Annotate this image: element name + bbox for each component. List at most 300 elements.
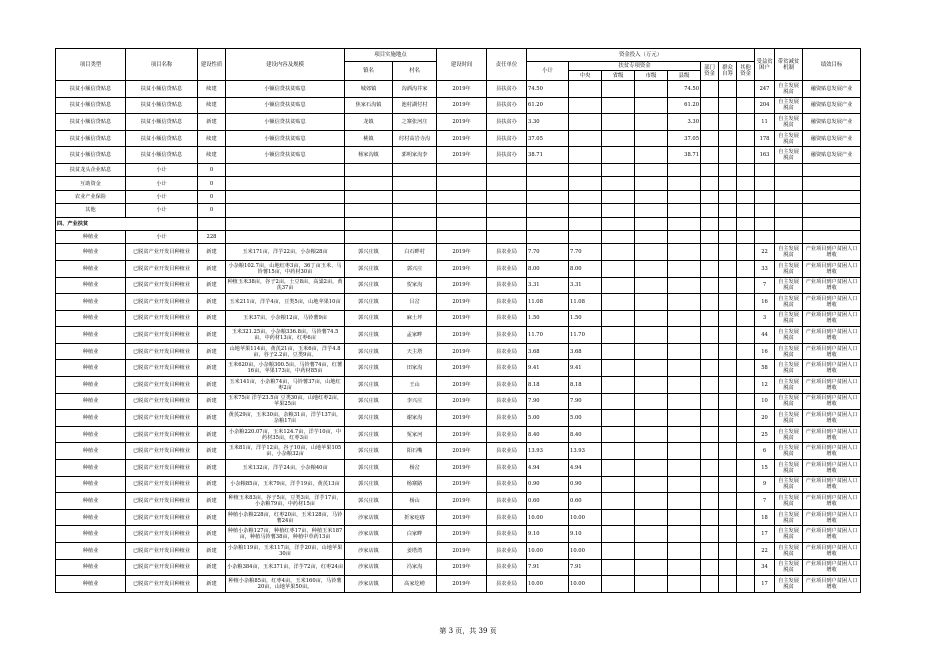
table-cell: 7.91 (527, 559, 569, 576)
table-cell: 县扶贫办 (487, 130, 527, 147)
table-cell: 玉米81亩，洋芋12亩，谷子10亩，山地苹果105亩，小杂粮32亩 (226, 443, 345, 460)
table-cell (602, 443, 635, 460)
table-cell (602, 244, 635, 261)
table-cell: 16 (755, 343, 775, 360)
table-cell (701, 81, 719, 98)
table-cell (602, 343, 635, 360)
table-cell (602, 360, 635, 377)
table-cell: 已脱贫产业开发目种植业 (126, 543, 198, 560)
table-cell (737, 576, 755, 593)
table-cell (668, 204, 701, 217)
table-cell (635, 426, 668, 443)
table-cell: 2019年 (437, 277, 487, 294)
table-cell (635, 147, 668, 164)
table-cell: 天主塔 (393, 343, 437, 360)
table-cell (487, 177, 527, 190)
table-cell: 产业项目到户贫困人口增收 (803, 543, 861, 560)
table-cell: 县扶贫办 (487, 97, 527, 114)
table-cell (737, 230, 755, 243)
table-cell (737, 476, 755, 493)
table-cell: 种植业 (56, 377, 126, 394)
table-cell: 已脱贫产业开发目种植业 (126, 476, 198, 493)
header-type: 项目类型 (56, 49, 126, 81)
table-cell: 扶贫小额信贷贴息 (126, 81, 198, 98)
table-cell (668, 260, 701, 277)
table-cell (701, 230, 719, 243)
table-cell (226, 204, 345, 217)
table-cell: 3.68 (527, 343, 569, 360)
table-cell: 种植业 (56, 360, 126, 377)
table-row (56, 114, 861, 131)
table-cell (719, 493, 737, 510)
table-row (56, 526, 861, 543)
table-cell (487, 163, 527, 176)
table-cell (527, 204, 569, 217)
table-cell (701, 576, 719, 593)
table-cell (668, 576, 701, 593)
table-cell: 10.00 (527, 576, 569, 593)
table-cell (719, 217, 737, 230)
table-cell: 7 (755, 493, 775, 510)
table-cell: 自主发展脱贫 (775, 260, 803, 277)
table-cell: 新建 (198, 377, 226, 394)
table-cell: 自主发展脱贫 (775, 509, 803, 526)
table-cell: 自主发展脱贫 (775, 343, 803, 360)
table-cell (737, 360, 755, 377)
table-cell (635, 204, 668, 217)
table-cell: 郭兴庄 (393, 260, 437, 277)
table-cell: 2019年 (437, 493, 487, 510)
table-cell (602, 476, 635, 493)
table-row (56, 493, 861, 510)
table-cell: 61.20 (668, 97, 701, 114)
table-cell: 扶贫小额信贷贴息 (56, 114, 126, 131)
table-cell: 玉米75亩 洋芋23.5亩 豆类30亩。山地红枣2亩，苹果25亩 (226, 393, 345, 410)
table-cell: 种植业 (56, 310, 126, 327)
table-cell: 郭兴庄镇 (345, 294, 393, 311)
table-cell: 自主发展脱贫 (775, 377, 803, 394)
table-cell: 3 (755, 310, 775, 327)
table-cell: 沟酒沟井家 (393, 81, 437, 98)
table-cell (602, 576, 635, 593)
table-cell: 谢家沟 (393, 410, 437, 427)
table-cell: 之寨张河庄 (393, 114, 437, 131)
table-cell: 贺家沟 (393, 277, 437, 294)
table-cell: 178 (755, 130, 775, 147)
table-cell (602, 460, 635, 477)
table-cell (635, 294, 668, 311)
table-row (56, 360, 861, 377)
table-cell: 种植业 (56, 493, 126, 510)
table-cell (635, 377, 668, 394)
table-cell (635, 393, 668, 410)
table-cell: 自主发展脱贫 (775, 543, 803, 560)
table-cell (635, 130, 668, 147)
header-content: 建设内容及规模 (226, 49, 345, 81)
table-cell (775, 177, 803, 190)
table-cell: 种植业 (56, 543, 126, 560)
table-cell (487, 190, 527, 203)
table-cell: 自主发展脱贫 (775, 147, 803, 164)
table-cell: 0.60 (527, 493, 569, 510)
table-cell: 扶贫小额信贷贴息 (126, 147, 198, 164)
table-cell: 种植业 (56, 327, 126, 344)
table-cell (719, 81, 737, 98)
table-cell: 2019年 (437, 543, 487, 560)
table-cell (803, 204, 861, 217)
table-cell: 县扶贫办 (487, 81, 527, 98)
table-row (56, 204, 861, 217)
table-cell (437, 217, 487, 230)
table-cell (737, 177, 755, 190)
table-cell: 1.50 (527, 310, 569, 327)
table-cell: 自主发展脱贫 (775, 410, 803, 427)
table-cell: 续建 (198, 147, 226, 164)
table-cell (719, 177, 737, 190)
table-cell: 产业项目到户贫困人口增收 (803, 526, 861, 543)
table-cell (527, 230, 569, 243)
table-cell: 王山 (393, 377, 437, 394)
table-cell: 3.31 (527, 277, 569, 294)
table-cell: 郭兴庄镇 (345, 393, 393, 410)
table-cell: 自主发展脱贫 (775, 476, 803, 493)
table-cell (668, 277, 701, 294)
table-cell (635, 230, 668, 243)
table-cell: 8.18 (569, 377, 602, 394)
table-cell (737, 294, 755, 311)
table-cell: 247 (755, 81, 775, 98)
table-cell: 种植业 (56, 230, 126, 243)
table-cell (345, 177, 393, 190)
table-cell: 玉米620亩，小杂粮300.5亩，马铃薯74亩，红薯16亩，苹果173亩，中药材85亩 (226, 360, 345, 377)
table-cell (602, 543, 635, 560)
table-cell: 自主发展脱贫 (775, 97, 803, 114)
table-cell: 县农业局 (487, 559, 527, 576)
table-cell (737, 147, 755, 164)
table-cell (345, 217, 393, 230)
table-cell: 黄芪29亩，玉米30亩，杂粮31亩，洋芋137亩，杂粮17亩 (226, 410, 345, 427)
table-cell: 已脱贫产业开发目种植业 (126, 277, 198, 294)
table-cell (602, 97, 635, 114)
table-cell: 已脱贫产业开发目种植业 (126, 526, 198, 543)
table-cell (635, 509, 668, 526)
table-cell (198, 217, 226, 230)
table-cell: 0 (198, 190, 226, 203)
table-cell (393, 177, 437, 190)
table-cell: 1.50 (569, 310, 602, 327)
table-cell (668, 410, 701, 427)
table-cell: 产业项目到户贫困人口增收 (803, 343, 861, 360)
table-cell: 新建 (198, 493, 226, 510)
table-row (56, 230, 861, 243)
table-cell: 新建 (198, 476, 226, 493)
table-cell: 产业项目到户贫困人口增收 (803, 559, 861, 576)
table-cell (803, 217, 861, 230)
table-cell (635, 526, 668, 543)
table-cell: 9.41 (569, 360, 602, 377)
table-cell (487, 217, 527, 230)
table-cell: 8.40 (527, 426, 569, 443)
table-cell (635, 217, 668, 230)
table-cell: 58 (755, 360, 775, 377)
table-cell (701, 277, 719, 294)
table-cell (602, 327, 635, 344)
table-cell (602, 190, 635, 203)
table-cell: 3.30 (527, 114, 569, 131)
table-cell (437, 163, 487, 176)
table-cell: 34 (755, 559, 775, 576)
table-cell (737, 460, 755, 477)
table-cell: 已脱贫产业开发目种植业 (126, 343, 198, 360)
table-cell (527, 177, 569, 190)
table-cell: 10.00 (569, 509, 602, 526)
table-cell (569, 190, 602, 203)
table-cell: 郭兴庄镇 (345, 377, 393, 394)
table-cell (737, 217, 755, 230)
table-cell (635, 576, 668, 593)
table-cell: 小计 (126, 163, 198, 176)
table-cell: 9.10 (569, 526, 602, 543)
table-cell: 小计 (126, 190, 198, 203)
table-cell: 山地苹果114亩，黄芪21亩，玉米6亩，洋芋4.8亩，谷子2.2亩，豆类9亩。 (226, 343, 345, 360)
table-row (56, 559, 861, 576)
table-cell: 小计 (126, 204, 198, 217)
table-cell: 种植小杂粮228亩，红枣20亩，玉米128亩，马铃薯24亩 (226, 509, 345, 526)
table-cell (602, 393, 635, 410)
table-cell: 郭兴庄镇 (345, 343, 393, 360)
table-cell: 融资贴息发展产业 (803, 81, 861, 98)
table-cell: 5.00 (527, 410, 569, 427)
table-cell (719, 244, 737, 261)
table-cell (719, 310, 737, 327)
table-cell: 20 (755, 410, 775, 427)
table-cell: 扶贫小额信贷贴息 (126, 130, 198, 147)
table-cell (775, 163, 803, 176)
table-cell (487, 230, 527, 243)
table-cell (737, 410, 755, 427)
table-cell (701, 410, 719, 427)
table-cell: 郭兴庄镇 (345, 360, 393, 377)
table-cell: 县农业局 (487, 310, 527, 327)
table-cell: 0 (198, 204, 226, 217)
table-cell (737, 509, 755, 526)
table-cell (701, 204, 719, 217)
table-cell (569, 114, 602, 131)
table-cell: 小杂粮220.07亩，玉米124.7亩，洋芋10亩，中药材35亩，红枣3亩 (226, 426, 345, 443)
table-cell: 县农业局 (487, 493, 527, 510)
table-cell: 小额信贷扶贫贴息 (226, 147, 345, 164)
table-cell: 种植业 (56, 277, 126, 294)
table-cell: 163 (755, 147, 775, 164)
table-cell: 李兴庄 (393, 393, 437, 410)
table-cell (737, 443, 755, 460)
table-cell (635, 443, 668, 460)
table-cell: 2019年 (437, 294, 487, 311)
table-cell: 2019年 (437, 343, 487, 360)
table-cell (668, 190, 701, 203)
table-cell (775, 190, 803, 203)
table-cell: 38.71 (668, 147, 701, 164)
table-cell: 扶贫小额信贷贴息 (56, 147, 126, 164)
table-cell (602, 294, 635, 311)
table-cell: 产业项目到户贫困人口增收 (803, 443, 861, 460)
table-cell: 自主发展脱贫 (775, 310, 803, 327)
table-cell (668, 393, 701, 410)
table-cell: 续建 (198, 81, 226, 98)
table-cell: 孟家畔 (393, 327, 437, 344)
table-cell (737, 493, 755, 510)
table-cell: 种植小杂粮127亩，种植红枣17亩，种植玉米187亩，种植马铃薯38亩，种植中草药13亩 (226, 526, 345, 543)
table-row (56, 393, 861, 410)
table-cell (437, 177, 487, 190)
table-cell: 已脱贫产业开发目种植业 (126, 360, 198, 377)
table-cell (755, 204, 775, 217)
table-cell (737, 130, 755, 147)
table-cell: 县农业局 (487, 260, 527, 277)
table-cell: 2019年 (437, 97, 487, 114)
table-cell: 18 (755, 509, 775, 526)
table-cell: 38.71 (527, 147, 569, 164)
table-row (56, 443, 861, 460)
table-cell: 小杂粮384亩，玉米371亩，洋芋72亩，红枣24亩 (226, 559, 345, 576)
table-cell (602, 177, 635, 190)
table-cell: 0 (198, 163, 226, 176)
table-cell: 新建 (198, 509, 226, 526)
table-cell (719, 327, 737, 344)
table-cell: 融资贴息发展产业 (803, 147, 861, 164)
table-cell: 已脱贫产业开发目种植业 (126, 327, 198, 344)
table-cell: 杨家沟镇 (345, 147, 393, 164)
table-cell (527, 217, 569, 230)
table-cell: 小杂粮85亩，玉米79亩，洋芋19亩，黄芪13亩 (226, 476, 345, 493)
table-cell: 自主发展脱贫 (775, 360, 803, 377)
table-cell (668, 163, 701, 176)
table-cell (635, 114, 668, 131)
table-cell: 自主发展脱贫 (775, 81, 803, 98)
table-cell (719, 204, 737, 217)
table-cell: 15 (755, 460, 775, 477)
table-cell: 22 (755, 244, 775, 261)
table-cell: 8.00 (527, 260, 569, 277)
table-cell (668, 543, 701, 560)
table-cell: 2019年 (437, 393, 487, 410)
table-cell (635, 476, 668, 493)
table-cell: 产业项目到户贫困人口增收 (803, 277, 861, 294)
table-cell (569, 230, 602, 243)
table-cell (755, 163, 775, 176)
table-cell (668, 559, 701, 576)
table-cell: 县农业局 (487, 476, 527, 493)
table-cell (635, 177, 668, 190)
header-goal: 绩效目标 (803, 49, 861, 81)
table-row (56, 426, 861, 443)
table-cell: 8.00 (569, 260, 602, 277)
table-cell: 县农业局 (487, 543, 527, 560)
table-cell: 新建 (198, 526, 226, 543)
table-cell: 2019年 (437, 377, 487, 394)
table-cell: 自主发展脱贫 (775, 426, 803, 443)
table-cell: 产业项目到户贫困人口增收 (803, 244, 861, 261)
table-cell: 2019年 (437, 526, 487, 543)
table-cell: 桃镇 (345, 130, 393, 147)
table-cell (226, 163, 345, 176)
table-cell: 22 (755, 543, 775, 560)
table-cell: 2019年 (437, 476, 487, 493)
table-cell (635, 190, 668, 203)
table-cell: 县农业局 (487, 410, 527, 427)
table-cell: 11 (755, 114, 775, 131)
table-cell (635, 460, 668, 477)
table-cell: 姜塔湾 (393, 543, 437, 560)
header-funds: 资金投入（万元） (527, 49, 755, 62)
table-cell: 3.31 (569, 277, 602, 294)
table-cell: 沙家店镇 (345, 559, 393, 576)
table-cell: 2019年 (437, 327, 487, 344)
table-cell: 小额信贷扶贫贴息 (226, 97, 345, 114)
table-cell: 种植业 (56, 476, 126, 493)
table-cell (668, 217, 701, 230)
table-cell (803, 177, 861, 190)
table-cell: 玉米211亩，洋芋4亩，豆类5亩，山地苹果10亩 (226, 294, 345, 311)
table-cell (602, 310, 635, 327)
table-cell: 种植小杂粮85亩，红枣4亩，玉米160亩，马铃薯20亩，山地苹果50亩。 (226, 576, 345, 593)
table-cell: 9.10 (527, 526, 569, 543)
table-cell (755, 190, 775, 203)
table-row (56, 163, 861, 176)
table-cell (737, 97, 755, 114)
table-row (56, 81, 861, 98)
table-cell (701, 97, 719, 114)
table-cell (602, 410, 635, 427)
table-cell: 融资贴息发展产业 (803, 130, 861, 147)
table-row (56, 476, 861, 493)
table-cell: 县农业局 (487, 443, 527, 460)
table-cell: 冯家沟 (393, 559, 437, 576)
table-cell: 扶贫小额信贷贴息 (56, 81, 126, 98)
table-cell (668, 443, 701, 460)
table-cell (635, 493, 668, 510)
table-cell: 扶贫小额信贷贴息 (56, 130, 126, 147)
table-cell (719, 426, 737, 443)
table-cell (755, 230, 775, 243)
table-cell (701, 493, 719, 510)
table-cell: 17 (755, 576, 775, 593)
table-cell: 新建 (198, 543, 226, 560)
table-cell: 自主发展脱贫 (775, 114, 803, 131)
table-cell: 10.00 (527, 543, 569, 560)
table-cell (345, 163, 393, 176)
table-cell: 小额信贷扶贫贴息 (226, 114, 345, 131)
table-cell (668, 493, 701, 510)
header-location: 项目实施地点 (345, 49, 437, 62)
table-cell: 玉米141亩，小杂粮74亩，马铃薯37亩，山地红枣2亩 (226, 377, 345, 394)
table-cell (755, 217, 775, 230)
table-cell (719, 460, 737, 477)
table-cell (737, 277, 755, 294)
table-cell (668, 294, 701, 311)
table-cell: 自主发展脱贫 (775, 460, 803, 477)
table-cell (701, 310, 719, 327)
table-cell: 沙家店镇 (345, 526, 393, 543)
table-cell (737, 310, 755, 327)
table-cell: 续建 (198, 130, 226, 147)
table-cell (719, 260, 737, 277)
table-cell: 种植业 (56, 460, 126, 477)
table-cell (602, 130, 635, 147)
table-cell: 自主发展脱贫 (775, 576, 803, 593)
table-cell: 产业项目到户贫困人口增收 (803, 493, 861, 510)
table-cell (737, 114, 755, 131)
